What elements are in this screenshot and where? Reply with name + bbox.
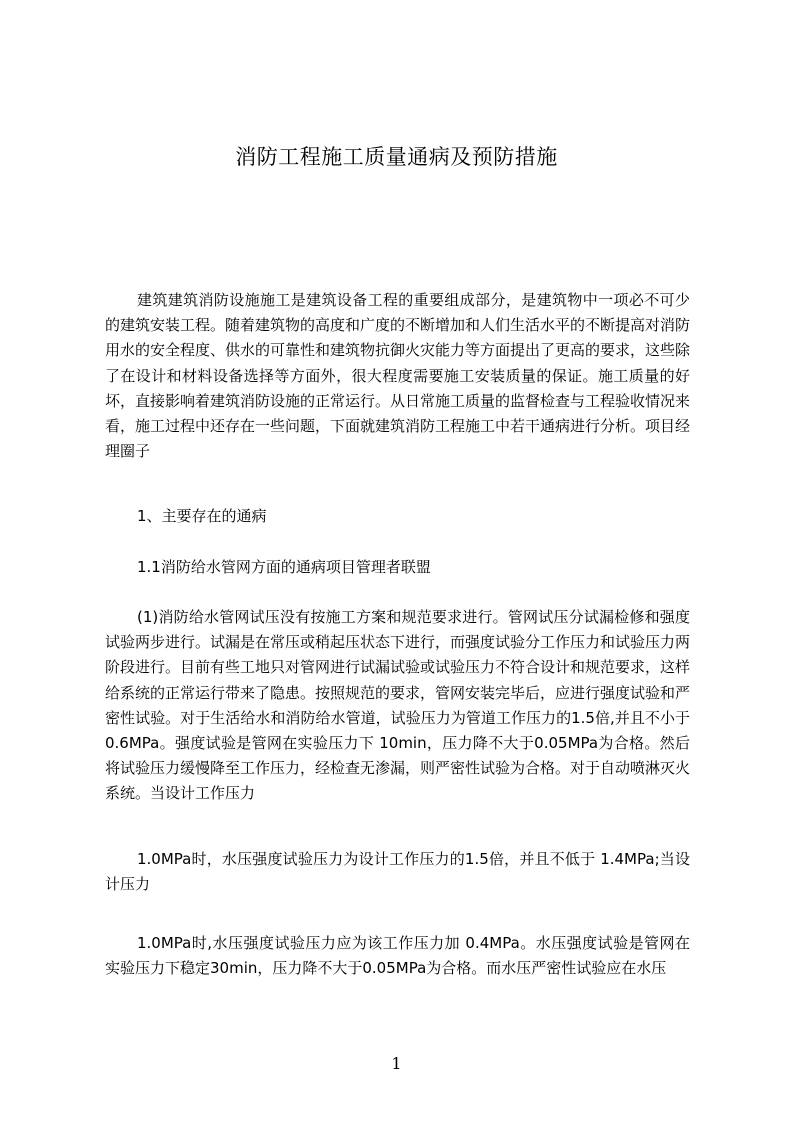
body-paragraph-1: (1)消防给水管网试压没有按施工方案和规范要求进行。管网试压分试漏检修和强度试验两步进行。试漏是在常压或稍起压状态下进行，而强度试验分工作压力和试验压力两阶段进行。目前有些工地只对管网进行试漏试验或试验压力不符合设计和规范要求，这样给系统的正常运行带来了隐患。按照规范的要求，管网安装完毕后，应进行强度试验和严密性试验。对于生活给水和消防给水管道，试验压力为管道工作压力的1.5倍,并且不小于 0.6MPa。强度试验是管网在实验压力下 10min，压力降不大于0.05MPa为合格。然后将试验压力缓慢降至工作压力，经检查无渗漏，则严密性试验为合格。对于自动喷淋灭火系统。当设计工作压力 [105, 608, 691, 803]
subsection-heading: 1.1消防给水管网方面的通病项目管理者联盟 [137, 558, 431, 576]
body-paragraph-2: 1.0MPa时，水压强度试验压力为设计工作压力的1.5倍，并且不低于 1.4MPa;当设计压力 [105, 850, 690, 894]
page-title: 消防工程施工质量通病及预防措施 [235, 145, 558, 169]
page-number: 1 [391, 1054, 402, 1073]
body-paragraph-3: 1.0MPa时,水压强度试验压力应为该工作压力加 0.4MPa。水压强度试验是管网在实验压力下稳定30min，压力降不大于0.05MPa为合格。而水压严密性试验应在水压 [105, 934, 690, 978]
section-heading: 1、主要存在的通病 [137, 507, 267, 525]
intro-paragraph: 建筑建筑消防设施施工是建筑设备工程的重要组成部分，是建筑物中一项必不可少的建筑安装工程。随着建筑物的高度和广度的不断增加和人们生活水平的不断提高对消防用水的安全程度、供水的可靠性和建筑物抗御火灾能力等方面提出了更高的要求，这些除了在设计和材料设备选择等方面外，很大程度需要施工安装质量的保证。施工质量的好坏，直接影响着建筑消防设施的正常运行。从日常施工质量的监督检查与工程验收情况来看，施工过程中还存在一些问题，下面就建筑消防工程施工中若干通病进行分析。项目经理圈子 [105, 291, 691, 461]
